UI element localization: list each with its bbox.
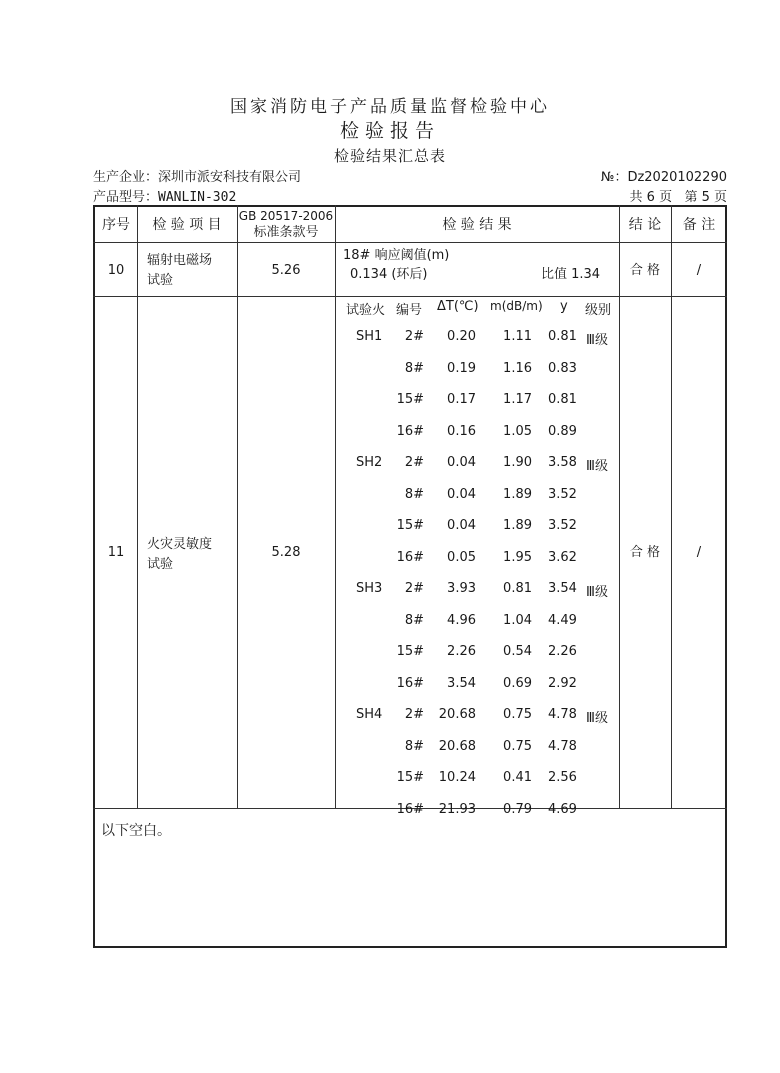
manufacturer-line xyxy=(93,166,301,185)
cell-no: 2# xyxy=(404,707,424,722)
col-divider-1 xyxy=(137,205,138,808)
model-line xyxy=(93,186,236,205)
cell-fire: SH4 xyxy=(356,707,383,722)
cell-m: 0.81 xyxy=(503,581,532,596)
row11-remark: / xyxy=(696,545,702,560)
cell-grade: Ⅲ级 xyxy=(586,459,608,474)
row11-item-line2: 试验 xyxy=(147,557,174,572)
manufacturer-value: 深圳市派安科技有限公司 xyxy=(158,170,302,185)
cell-y: 2.92 xyxy=(548,675,577,691)
cell-no: 8# xyxy=(404,486,424,502)
cell-dt: 0.17 xyxy=(447,392,476,407)
cell-no: 16# xyxy=(396,423,424,439)
cell-no: 2# xyxy=(404,329,424,344)
cell-no: 2# xyxy=(404,455,424,470)
cell-dt: 0.05 xyxy=(447,549,476,565)
row10-seq: 10 xyxy=(107,263,125,278)
row10-divider xyxy=(93,296,727,297)
cell-y: 4.78 xyxy=(548,707,577,722)
footer-note: 以下空白。 xyxy=(101,823,171,839)
col-header-no: 编号 xyxy=(396,303,423,318)
cell-y: 2.26 xyxy=(548,644,577,659)
row10-clause: 5.26 xyxy=(271,263,301,278)
cell-m: 0.69 xyxy=(503,675,532,691)
cell-no: 16# xyxy=(396,801,424,817)
doc-title: 检验报告 xyxy=(339,120,440,142)
cell-m: 0.75 xyxy=(503,707,532,722)
cell-no: 16# xyxy=(396,549,424,565)
cell-y: 3.62 xyxy=(548,549,577,565)
header-item: 检 验 项 目 xyxy=(152,217,222,233)
col-divider-3 xyxy=(335,205,336,808)
page-info: 共 6 页 第 5 页 xyxy=(629,190,727,205)
cell-y: 3.52 xyxy=(548,486,577,502)
header-remark: 备 注 xyxy=(682,217,716,233)
cell-dt: 21.93 xyxy=(438,801,476,817)
row11-clause: 5.28 xyxy=(271,545,301,560)
header-std-line1: GB 20517-2006 xyxy=(238,209,334,223)
cell-y: 0.81 xyxy=(548,329,577,344)
cell-grade: Ⅲ级 xyxy=(586,711,608,726)
cell-y: 4.69 xyxy=(548,801,577,817)
cell-dt: 0.20 xyxy=(447,329,476,344)
cell-dt: 0.19 xyxy=(447,360,476,376)
cell-no: 8# xyxy=(404,612,424,628)
cell-m: 1.89 xyxy=(503,518,532,533)
cell-m: 1.16 xyxy=(503,360,532,376)
cell-m: 0.75 xyxy=(503,738,532,754)
cell-no: 15# xyxy=(396,518,424,533)
sub-title: 检验结果汇总表 xyxy=(333,147,446,165)
model-label: 产品型号： xyxy=(93,190,159,205)
cell-fire: SH1 xyxy=(356,329,383,344)
cell-dt: 0.16 xyxy=(447,423,476,439)
cell-dt: 4.96 xyxy=(447,612,476,628)
row10-item-line1: 辐射电磁场 xyxy=(147,253,213,268)
cell-y: 0.83 xyxy=(548,360,577,376)
cell-m: 0.79 xyxy=(503,801,532,817)
row11-conclusion: 合 格 xyxy=(629,545,661,560)
cell-no: 16# xyxy=(396,675,424,691)
col-header-y: y xyxy=(560,299,568,314)
cell-m: 1.04 xyxy=(503,612,532,628)
row10-remark: / xyxy=(696,263,702,278)
org-title: 国家消防电子产品质量监督检验中心 xyxy=(230,97,550,117)
header-std-line2: 标准条款号 xyxy=(253,225,319,240)
cell-m: 1.05 xyxy=(503,423,532,439)
cell-y: 3.58 xyxy=(548,455,577,470)
cell-dt: 20.68 xyxy=(438,707,476,722)
header-conclusion: 结 论 xyxy=(628,217,662,233)
cell-m: 0.54 xyxy=(503,644,532,659)
row10-result-line2: 0.134 (环后) xyxy=(350,267,428,282)
cell-y: 4.78 xyxy=(548,738,577,754)
cell-m: 1.90 xyxy=(503,455,532,470)
cell-no: 15# xyxy=(396,644,424,659)
manufacturer-label: 生产企业： xyxy=(93,170,159,185)
cell-grade: Ⅲ级 xyxy=(586,333,608,348)
cell-m: 1.95 xyxy=(503,549,532,565)
col-divider-2 xyxy=(237,205,238,808)
cell-y: 2.56 xyxy=(548,770,577,785)
cell-dt: 0.04 xyxy=(447,455,476,470)
cell-m: 0.41 xyxy=(503,770,532,785)
cell-m: 1.89 xyxy=(503,486,532,502)
cell-dt: 2.26 xyxy=(447,644,476,659)
cell-no: 15# xyxy=(396,392,424,407)
cell-dt: 3.54 xyxy=(447,675,476,691)
col-header-grade: 级别 xyxy=(585,303,612,318)
row11-item-line1: 火灾灵敏度 xyxy=(147,537,213,552)
report-number: №：Dz2020102290 xyxy=(600,170,727,185)
header-seq: 序号 xyxy=(102,217,130,233)
row10-ratio: 比值 1.34 xyxy=(541,267,601,282)
header-divider xyxy=(93,242,727,243)
row10-conclusion: 合 格 xyxy=(629,263,661,278)
row11-seq: 11 xyxy=(107,545,125,560)
cell-y: 0.89 xyxy=(548,423,577,439)
cell-y: 0.81 xyxy=(548,392,577,407)
col-header-m: m(dB/m) xyxy=(490,299,543,313)
cell-y: 4.49 xyxy=(548,612,577,628)
row10-result-line1: 18# 响应阈值(m) xyxy=(343,248,450,263)
col-header-fire: 试验火 xyxy=(346,303,386,318)
cell-dt: 3.93 xyxy=(447,581,476,596)
cell-dt: 0.04 xyxy=(447,486,476,502)
cell-no: 8# xyxy=(404,360,424,376)
cell-dt: 0.04 xyxy=(447,518,476,533)
cell-fire: SH2 xyxy=(356,455,383,470)
cell-y: 3.54 xyxy=(548,581,577,596)
cell-no: 2# xyxy=(404,581,424,596)
cell-dt: 10.24 xyxy=(438,770,476,785)
cell-y: 3.52 xyxy=(548,518,577,533)
cell-grade: Ⅲ级 xyxy=(586,585,608,600)
cell-no: 15# xyxy=(396,770,424,785)
cell-no: 8# xyxy=(404,738,424,754)
header-result: 检 验 结 果 xyxy=(442,217,512,233)
cell-fire: SH3 xyxy=(356,581,383,596)
cell-m: 1.11 xyxy=(503,329,532,344)
model-value: WANLIN-302 xyxy=(158,190,237,205)
cell-dt: 20.68 xyxy=(438,738,476,754)
row10-item-line2: 试验 xyxy=(147,273,174,288)
col-divider-5 xyxy=(671,205,672,808)
cell-m: 1.17 xyxy=(503,392,532,407)
col-header-dt: ΔT(℃) xyxy=(437,299,479,314)
